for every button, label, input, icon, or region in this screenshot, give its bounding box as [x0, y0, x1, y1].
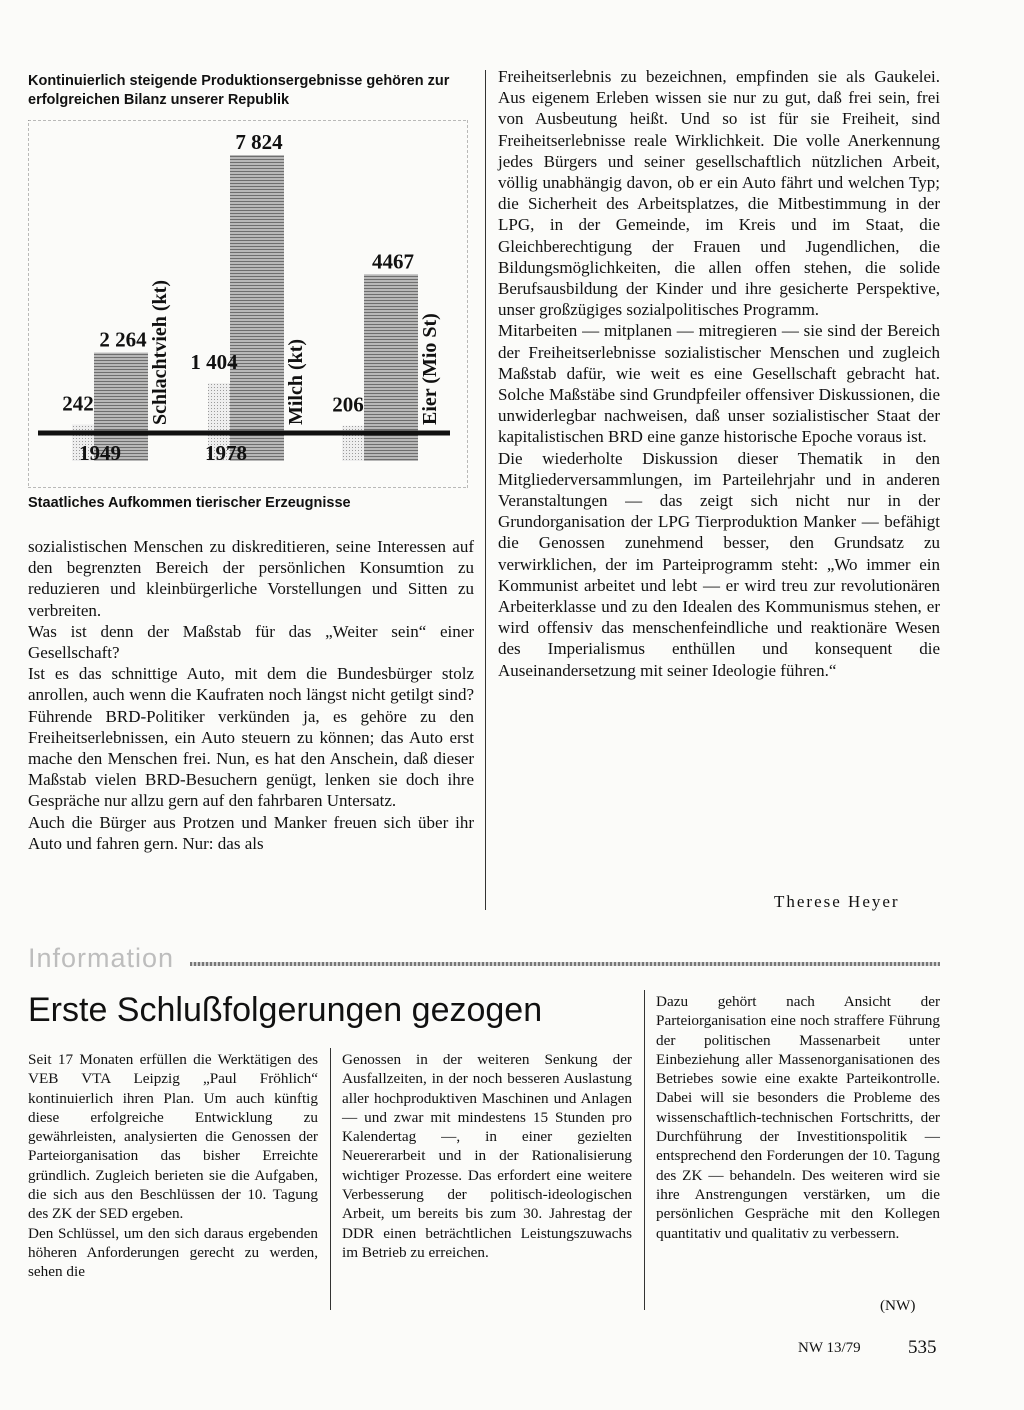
value-label-1949-2: 206	[332, 392, 364, 417]
year-label-1978: 1978	[205, 441, 247, 465]
left-column-text: sozialistischen Menschen zu diskreditieren, seine Interessen auf den begrenzten Bereich der persönlichen Konsumtion zu reduzieren und kleinbürgerliche Vorstellungen und Sitten zu verbreiten. Was ist denn der Maßstab für das „Weiter sein“ einer Gesellschaft? Ist es das schnittige Auto, mit dem die Bundesbürger stolz anrollen, auch wenn die Kaufraten noch längst nicht getilgt sind? Führende BRD-Politiker verkünden ja, es gehöre zu den Freiheitserlebnissen, ein Auto steuern zu können; das Auto erst mache den Menschen frei. Nun, es hat den Anschein, daß dieser Maßstab vielen BRD-Besuchern genügt, lenken sie doch ihre Gespräche nur allzu gern auf den fahrbaren Untersatz. Auch die Bürger aus Protzen und Manker freuen sich über ihr Auto und fahren gern. Nur: das als	[28, 537, 474, 853]
chart-caption-bottom: Staatliches Aufkommen tierischer Erzeugnisse	[28, 495, 351, 511]
category-label-2: Eier (Mio St)	[419, 313, 441, 425]
category-label-0: Schlachtvieh (kt)	[149, 280, 171, 425]
chart-svg	[28, 120, 468, 488]
author: Therese Heyer	[774, 892, 900, 911]
category-label-1: Milch (kt)	[285, 338, 307, 425]
value-label-1949-0: 242	[62, 391, 94, 416]
info-rule	[190, 962, 940, 966]
value-label-1978-0: 2 264	[99, 327, 147, 352]
article-divider-2	[644, 990, 645, 1310]
page-number: 535	[908, 1337, 937, 1358]
issue-footer: NW 13/79	[798, 1340, 861, 1356]
year-label-1949: 1949	[79, 441, 121, 465]
right-column-text: Freiheitserlebnis zu bezeichnen, empfinden sie als Gaukelei. Aus eigenem Erleben wissen sie nur zu gut, daß frei sein, frei von Ausbeutung heißt. Und so ist für sie Freiheit, sind Freiheitserlebnisse reale Wirklichkeit. Die volle Anerkennung jedes Bürgers und seiner gesellschaftlich nützlichen Arbeit, völlig unabhängig davon, ob er ein Auto fährt und welchen Typ; die Sicherheit des Arbeitsplatzes, die Mitbestimmung in der LPG, in der Gemeinde, im Kreis und im Staat, die Gleichberechtigung der Frauen und Jugendlichen, die Bildungsmöglichkeiten, die allen offen stehen, die solide Berufsausbildung der Kinder und ihre gesicherte Perspektive, unser großzügiges sozialpolitisches Programm. Mitarbeiten — mitplanen — mitregieren — sie sind der Bereich der Freiheitserlebnisse sozialistischer Menschen und zugleich Maßstab dafür, wie weit es eine Gesellschaft gebracht hat. Solche Maßstäbe sind Grundpfeiler offensiver Diskussionen, die unwiderlegbar nachweisen, daß unser sozialistischer Staat der kapitalistischen BRD eine ganze historische Epoche voraus ist. Die wiederholte Diskussion dieser Thematik in den Mitgliederversammlungen, im Parteilehrjahr und in anderen Veranstaltungen — das zeigt sich nicht nur in der Grundorganisation der LPG Tierproduktion Manker — befähigt die Genossen zunehmend besser, den Grundsatz zu verwirklichen, der im Parteiprogramm steht: „Wo immer ein Kommunist arbeitet und lebt — er wird treu zur revolutionären Arbeiterklasse und zu den Idealen des Kommunismus stehen, er wird offensiv das menschenfeindliche und reaktionäre Wesen des Imperialismus enthüllen und konsequent die Auseinandersetzung mit seiner Ideologie führen.“	[498, 67, 940, 680]
bar-1978-1	[230, 155, 284, 461]
value-label-1978-1: 7 824	[235, 130, 283, 154]
article-column-1: Seit 17 Monaten erfüllen die Werktätigen des VEB VTA Leipzig „Paul Fröhlich“ kontinuierlich ihren Plan. Um auch künftig diese erfolgreiche Entwicklung zu gewährleisten, analysierten die Genossen der Parteiorganisation das bisher Erreichte gründlich. Zugleich berieten sie die Aufgaben, die sich aus den Beschlüssen der 10. Tagung des ZK der SED ergeben. Den Schlüssel, um den sich daraus ergebenden höheren Anforderungen gerecht zu werden, sehen die	[28, 1051, 318, 1281]
column-divider	[485, 70, 486, 910]
headline: Erste Schlußfolgerungen gezogen	[28, 991, 543, 1029]
value-label-1978-2: 4467	[372, 249, 414, 274]
article-column-2: Genossen in der weiteren Senkung der Ausfallzeiten, in der noch besseren Auslastung aller hochproduktiven Maschinen und Anlagen — und zwar mit mindestens 15 Stunden pro Kalendertag —, in einer gezielten Neuererarbeit und in der Rationalisierung wichtiger Prozesse. Das erfordert eine weitere Verbesserung der politisch-ideologischen Arbeit, um bereits bis zum 30. Jahrestag der DDR einen beträchtlichen Leistungszuwachs im Betrieb zu erreichen.	[342, 1051, 632, 1261]
info-label: Information	[28, 943, 175, 973]
chart-caption-top: Kontinuierlich steigende Produktionsergebnisse gehören zur erfolgreichen Bilanz unserer Republik	[28, 73, 450, 108]
bar-chart	[28, 120, 468, 488]
value-label-1949-1: 1 404	[190, 350, 238, 375]
article-column-3: Dazu gehört nach Ansicht der Parteiorganisation eine noch straffere Führung der politischen Massenarbeit unter Einbeziehung aller Massenorganisationen des Betriebes sowie eine exakte Parteikontrolle. Dabei will sie besonders die Probleme des wissenschaftlich-technischen Fortschritts, der Durchführung der Investitionspolitik — entsprechend den Forderungen der 10. Tagung des ZK — behandeln. Des weiteren wird sie ihre Anstrengungen verstärken, um die persönlichen Gespräche mit den Kollegen quantitativ und qualitativ zu verbessern.	[656, 993, 940, 1242]
article-divider-1	[330, 1048, 331, 1310]
article-signature: (NW)	[880, 1297, 916, 1314]
